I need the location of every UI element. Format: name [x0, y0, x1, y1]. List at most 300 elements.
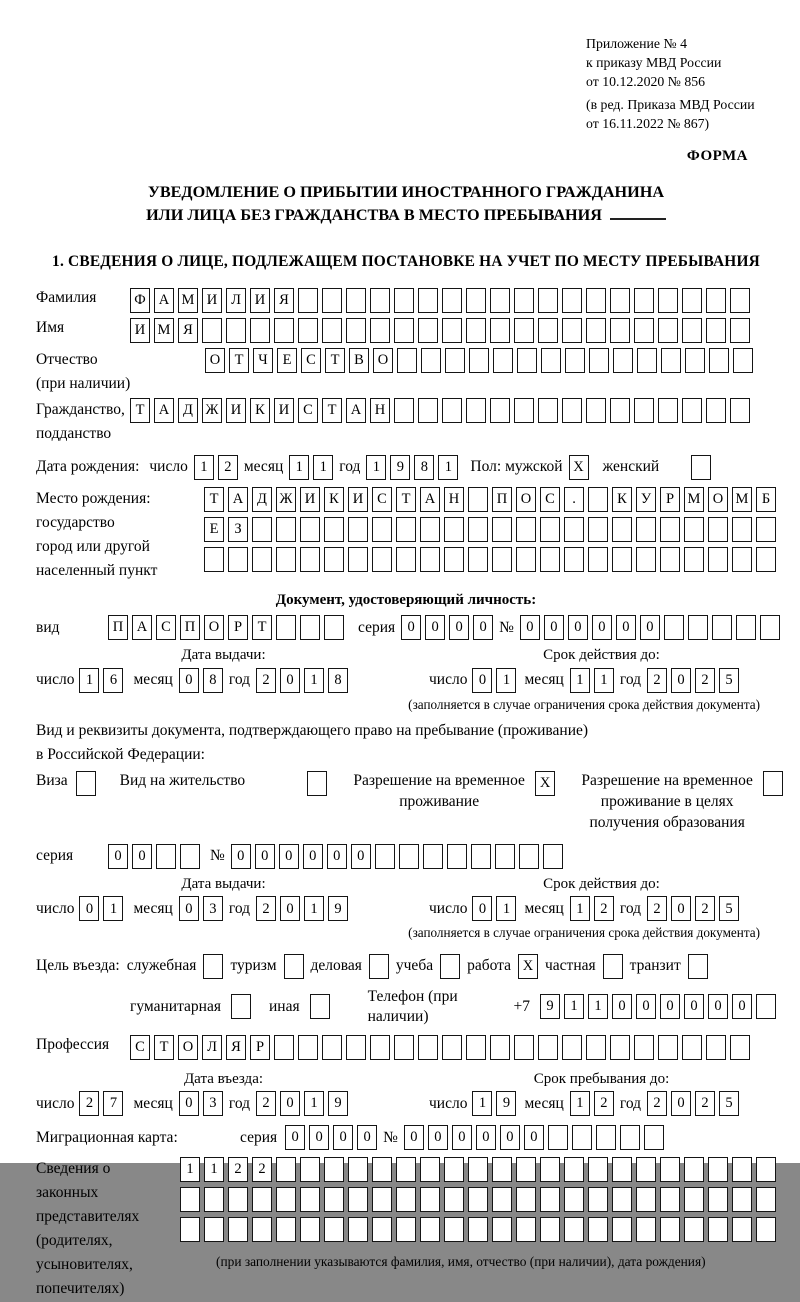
- form-cell[interactable]: И: [348, 487, 368, 512]
- form-cell[interactable]: [469, 348, 489, 373]
- form-cell[interactable]: О: [708, 487, 728, 512]
- form-cell[interactable]: [493, 348, 513, 373]
- form-cell[interactable]: [543, 844, 563, 869]
- form-cell[interactable]: 2: [594, 1091, 614, 1116]
- form-cell[interactable]: [466, 1035, 486, 1060]
- form-cell[interactable]: Л: [202, 1035, 222, 1060]
- form-cell[interactable]: 1: [570, 668, 590, 693]
- form-cell[interactable]: [399, 844, 419, 869]
- form-cell[interactable]: [756, 1187, 776, 1212]
- form-cell[interactable]: [468, 1217, 488, 1242]
- form-cell[interactable]: [688, 954, 708, 979]
- form-cell[interactable]: X: [535, 771, 555, 796]
- form-cell[interactable]: [712, 615, 732, 640]
- form-cell[interactable]: [612, 1187, 632, 1212]
- form-cell[interactable]: [76, 771, 96, 796]
- form-cell[interactable]: [420, 517, 440, 542]
- form-cell[interactable]: 0: [231, 844, 251, 869]
- form-cell[interactable]: [612, 547, 632, 572]
- form-cell[interactable]: 2: [647, 896, 667, 921]
- form-cell[interactable]: А: [420, 487, 440, 512]
- form-cell[interactable]: [644, 1125, 664, 1150]
- form-cell[interactable]: 8: [328, 668, 348, 693]
- form-cell[interactable]: 1: [194, 455, 214, 480]
- form-cell[interactable]: [490, 288, 510, 313]
- form-cell[interactable]: 0: [327, 844, 347, 869]
- form-cell[interactable]: О: [178, 1035, 198, 1060]
- form-cell[interactable]: [440, 954, 460, 979]
- form-cell[interactable]: [682, 288, 702, 313]
- form-cell[interactable]: [586, 1035, 606, 1060]
- form-cell[interactable]: [588, 487, 608, 512]
- form-cell[interactable]: 0: [500, 1125, 520, 1150]
- form-cell[interactable]: 1: [496, 896, 516, 921]
- form-cell[interactable]: [756, 547, 776, 572]
- form-cell[interactable]: 5: [719, 668, 739, 693]
- form-cell[interactable]: [370, 288, 390, 313]
- form-cell[interactable]: [324, 1157, 344, 1182]
- form-cell[interactable]: [514, 398, 534, 423]
- form-cell[interactable]: И: [202, 288, 222, 313]
- form-cell[interactable]: 2: [695, 896, 715, 921]
- form-cell[interactable]: [684, 517, 704, 542]
- form-cell[interactable]: [763, 771, 783, 796]
- form-cell[interactable]: Л: [226, 288, 246, 313]
- form-cell[interactable]: 0: [636, 994, 656, 1019]
- form-cell[interactable]: [660, 1157, 680, 1182]
- form-cell[interactable]: Е: [277, 348, 297, 373]
- form-cell[interactable]: 5: [719, 1091, 739, 1116]
- form-cell[interactable]: Т: [204, 487, 224, 512]
- form-cell[interactable]: [300, 517, 320, 542]
- form-cell[interactable]: [276, 1187, 296, 1212]
- form-cell[interactable]: [204, 547, 224, 572]
- form-cell[interactable]: [588, 1217, 608, 1242]
- form-cell[interactable]: Р: [228, 615, 248, 640]
- form-cell[interactable]: [514, 288, 534, 313]
- form-cell[interactable]: [565, 348, 585, 373]
- form-cell[interactable]: [548, 1125, 568, 1150]
- form-cell[interactable]: [468, 1157, 488, 1182]
- form-cell[interactable]: 1: [79, 668, 99, 693]
- form-cell[interactable]: [540, 1157, 560, 1182]
- form-cell[interactable]: [603, 954, 623, 979]
- form-cell[interactable]: [492, 547, 512, 572]
- form-cell[interactable]: [538, 288, 558, 313]
- form-cell[interactable]: [324, 517, 344, 542]
- form-cell[interactable]: 6: [103, 668, 123, 693]
- form-cell[interactable]: [396, 517, 416, 542]
- form-cell[interactable]: [588, 1157, 608, 1182]
- form-cell[interactable]: 1: [304, 1091, 324, 1116]
- form-cell[interactable]: [231, 994, 251, 1019]
- form-cell[interactable]: 1: [570, 896, 590, 921]
- form-cell[interactable]: [586, 288, 606, 313]
- form-cell[interactable]: [732, 1217, 752, 1242]
- form-cell[interactable]: 8: [414, 455, 434, 480]
- form-cell[interactable]: [274, 318, 294, 343]
- form-cell[interactable]: [636, 1157, 656, 1182]
- form-cell[interactable]: [307, 771, 327, 796]
- form-cell[interactable]: [538, 1035, 558, 1060]
- form-cell[interactable]: [394, 318, 414, 343]
- form-cell[interactable]: П: [492, 487, 512, 512]
- form-cell[interactable]: 0: [473, 615, 493, 640]
- form-cell[interactable]: А: [154, 288, 174, 313]
- form-cell[interactable]: 1: [366, 455, 386, 480]
- form-cell[interactable]: [541, 348, 561, 373]
- form-cell[interactable]: О: [373, 348, 393, 373]
- form-cell[interactable]: [540, 517, 560, 542]
- form-cell[interactable]: С: [298, 398, 318, 423]
- form-cell[interactable]: К: [250, 398, 270, 423]
- form-cell[interactable]: [372, 547, 392, 572]
- form-cell[interactable]: [682, 318, 702, 343]
- form-cell[interactable]: И: [226, 398, 246, 423]
- form-cell[interactable]: [610, 288, 630, 313]
- form-cell[interactable]: 1: [564, 994, 584, 1019]
- form-cell[interactable]: [322, 1035, 342, 1060]
- form-cell[interactable]: [514, 318, 534, 343]
- form-cell[interactable]: А: [154, 398, 174, 423]
- form-cell[interactable]: [444, 547, 464, 572]
- form-cell[interactable]: [684, 547, 704, 572]
- form-cell[interactable]: 0: [132, 844, 152, 869]
- form-cell[interactable]: [300, 615, 320, 640]
- form-cell[interactable]: [664, 615, 684, 640]
- form-cell[interactable]: [708, 1157, 728, 1182]
- form-cell[interactable]: З: [228, 517, 248, 542]
- form-cell[interactable]: [756, 1157, 776, 1182]
- form-cell[interactable]: [300, 1157, 320, 1182]
- form-cell[interactable]: [348, 547, 368, 572]
- form-cell[interactable]: [634, 398, 654, 423]
- form-cell[interactable]: 0: [280, 1091, 300, 1116]
- form-cell[interactable]: 0: [404, 1125, 424, 1150]
- form-cell[interactable]: [732, 547, 752, 572]
- form-cell[interactable]: М: [684, 487, 704, 512]
- form-cell[interactable]: 0: [616, 615, 636, 640]
- form-cell[interactable]: [204, 1187, 224, 1212]
- form-cell[interactable]: 0: [179, 896, 199, 921]
- form-cell[interactable]: [252, 547, 272, 572]
- form-cell[interactable]: [444, 1157, 464, 1182]
- form-cell[interactable]: [298, 318, 318, 343]
- form-cell[interactable]: [420, 1217, 440, 1242]
- form-cell[interactable]: 0: [351, 844, 371, 869]
- form-cell[interactable]: Т: [130, 398, 150, 423]
- form-cell[interactable]: [442, 318, 462, 343]
- form-cell[interactable]: 0: [285, 1125, 305, 1150]
- form-cell[interactable]: 0: [108, 844, 128, 869]
- form-cell[interactable]: [658, 1035, 678, 1060]
- form-cell[interactable]: [564, 517, 584, 542]
- form-cell[interactable]: С: [301, 348, 321, 373]
- form-cell[interactable]: М: [178, 288, 198, 313]
- form-cell[interactable]: [706, 1035, 726, 1060]
- form-cell[interactable]: Ж: [202, 398, 222, 423]
- form-cell[interactable]: [322, 318, 342, 343]
- form-cell[interactable]: 3: [203, 1091, 223, 1116]
- form-cell[interactable]: [708, 1187, 728, 1212]
- form-cell[interactable]: И: [300, 487, 320, 512]
- form-cell[interactable]: [540, 1187, 560, 1212]
- form-cell[interactable]: [156, 844, 176, 869]
- form-cell[interactable]: Ж: [276, 487, 296, 512]
- form-cell[interactable]: Ф: [130, 288, 150, 313]
- form-cell[interactable]: [466, 288, 486, 313]
- form-cell[interactable]: [586, 398, 606, 423]
- form-cell[interactable]: П: [180, 615, 200, 640]
- form-cell[interactable]: X: [518, 954, 538, 979]
- form-cell[interactable]: 8: [203, 668, 223, 693]
- form-cell[interactable]: [516, 1217, 536, 1242]
- form-cell[interactable]: [492, 1217, 512, 1242]
- form-cell[interactable]: .: [564, 487, 584, 512]
- form-cell[interactable]: [396, 1157, 416, 1182]
- form-cell[interactable]: [660, 1217, 680, 1242]
- form-cell[interactable]: 1: [304, 668, 324, 693]
- form-cell[interactable]: [730, 318, 750, 343]
- form-cell[interactable]: Д: [178, 398, 198, 423]
- form-cell[interactable]: Т: [325, 348, 345, 373]
- form-cell[interactable]: К: [612, 487, 632, 512]
- form-cell[interactable]: [660, 517, 680, 542]
- form-cell[interactable]: 0: [708, 994, 728, 1019]
- form-cell[interactable]: 0: [333, 1125, 353, 1150]
- form-cell[interactable]: 0: [520, 615, 540, 640]
- form-cell[interactable]: 0: [660, 994, 680, 1019]
- form-cell[interactable]: [658, 398, 678, 423]
- form-cell[interactable]: [298, 288, 318, 313]
- form-cell[interactable]: [492, 1187, 512, 1212]
- form-cell[interactable]: [610, 1035, 630, 1060]
- form-cell[interactable]: [637, 348, 657, 373]
- form-cell[interactable]: 1: [588, 994, 608, 1019]
- form-cell[interactable]: 3: [203, 896, 223, 921]
- form-cell[interactable]: 2: [695, 668, 715, 693]
- form-cell[interactable]: [517, 348, 537, 373]
- form-cell[interactable]: [180, 1217, 200, 1242]
- form-cell[interactable]: 2: [79, 1091, 99, 1116]
- form-cell[interactable]: И: [274, 398, 294, 423]
- form-cell[interactable]: С: [130, 1035, 150, 1060]
- form-cell[interactable]: [636, 1187, 656, 1212]
- form-cell[interactable]: [620, 1125, 640, 1150]
- form-cell[interactable]: [276, 1217, 296, 1242]
- form-cell[interactable]: [444, 1217, 464, 1242]
- form-cell[interactable]: [660, 1187, 680, 1212]
- form-cell[interactable]: Б: [756, 487, 776, 512]
- form-cell[interactable]: [420, 1157, 440, 1182]
- form-cell[interactable]: [180, 844, 200, 869]
- form-cell[interactable]: [684, 1157, 704, 1182]
- form-cell[interactable]: [444, 1187, 464, 1212]
- form-cell[interactable]: [468, 547, 488, 572]
- form-cell[interactable]: С: [372, 487, 392, 512]
- form-cell[interactable]: [252, 517, 272, 542]
- form-cell[interactable]: [468, 1187, 488, 1212]
- form-cell[interactable]: 0: [568, 615, 588, 640]
- form-cell[interactable]: 0: [357, 1125, 377, 1150]
- form-cell[interactable]: [324, 1187, 344, 1212]
- form-cell[interactable]: [226, 318, 246, 343]
- form-cell[interactable]: 0: [449, 615, 469, 640]
- form-cell[interactable]: [612, 1157, 632, 1182]
- form-cell[interactable]: [658, 288, 678, 313]
- form-cell[interactable]: [421, 348, 441, 373]
- form-cell[interactable]: 0: [612, 994, 632, 1019]
- form-cell[interactable]: [684, 1217, 704, 1242]
- form-cell[interactable]: [613, 348, 633, 373]
- form-cell[interactable]: Р: [250, 1035, 270, 1060]
- form-cell[interactable]: [298, 1035, 318, 1060]
- form-cell[interactable]: [274, 1035, 294, 1060]
- form-cell[interactable]: 1: [103, 896, 123, 921]
- form-cell[interactable]: [370, 318, 390, 343]
- form-cell[interactable]: [348, 1187, 368, 1212]
- form-cell[interactable]: [300, 1187, 320, 1212]
- form-cell[interactable]: [756, 1217, 776, 1242]
- form-cell[interactable]: [691, 455, 711, 480]
- form-cell[interactable]: [706, 318, 726, 343]
- form-cell[interactable]: [442, 288, 462, 313]
- form-cell[interactable]: [396, 547, 416, 572]
- form-cell[interactable]: 2: [647, 1091, 667, 1116]
- form-cell[interactable]: [706, 398, 726, 423]
- form-cell[interactable]: [372, 1187, 392, 1212]
- form-cell[interactable]: [447, 844, 467, 869]
- form-cell[interactable]: [375, 844, 395, 869]
- form-cell[interactable]: [732, 1187, 752, 1212]
- form-cell[interactable]: 0: [452, 1125, 472, 1150]
- form-cell[interactable]: Т: [229, 348, 249, 373]
- form-cell[interactable]: И: [130, 318, 150, 343]
- form-cell[interactable]: [709, 348, 729, 373]
- form-cell[interactable]: [588, 547, 608, 572]
- form-cell[interactable]: [300, 547, 320, 572]
- form-cell[interactable]: [396, 1217, 416, 1242]
- form-cell[interactable]: А: [132, 615, 152, 640]
- form-cell[interactable]: 1: [472, 1091, 492, 1116]
- form-cell[interactable]: К: [324, 487, 344, 512]
- form-cell[interactable]: 9: [390, 455, 410, 480]
- form-cell[interactable]: 1: [289, 455, 309, 480]
- form-cell[interactable]: [369, 954, 389, 979]
- form-cell[interactable]: 0: [592, 615, 612, 640]
- form-cell[interactable]: [516, 1187, 536, 1212]
- form-cell[interactable]: [180, 1187, 200, 1212]
- form-cell[interactable]: 1: [180, 1157, 200, 1182]
- form-cell[interactable]: [397, 348, 417, 373]
- form-cell[interactable]: [588, 517, 608, 542]
- form-cell[interactable]: [588, 1187, 608, 1212]
- form-cell[interactable]: 2: [256, 896, 276, 921]
- form-cell[interactable]: [466, 398, 486, 423]
- form-cell[interactable]: [730, 288, 750, 313]
- form-cell[interactable]: А: [228, 487, 248, 512]
- form-cell[interactable]: [562, 398, 582, 423]
- form-cell[interactable]: [756, 994, 776, 1019]
- form-cell[interactable]: [418, 288, 438, 313]
- form-cell[interactable]: О: [516, 487, 536, 512]
- form-cell[interactable]: [495, 844, 515, 869]
- form-cell[interactable]: [471, 844, 491, 869]
- form-cell[interactable]: [519, 844, 539, 869]
- form-cell[interactable]: [708, 1217, 728, 1242]
- form-cell[interactable]: 0: [524, 1125, 544, 1150]
- form-cell[interactable]: 0: [640, 615, 660, 640]
- form-cell[interactable]: 2: [647, 668, 667, 693]
- form-cell[interactable]: [516, 517, 536, 542]
- form-cell[interactable]: [706, 288, 726, 313]
- form-cell[interactable]: [310, 994, 330, 1019]
- form-cell[interactable]: [730, 1035, 750, 1060]
- form-cell[interactable]: [634, 288, 654, 313]
- form-cell[interactable]: [346, 1035, 366, 1060]
- form-cell[interactable]: [372, 1217, 392, 1242]
- form-cell[interactable]: [589, 348, 609, 373]
- form-cell[interactable]: [634, 1035, 654, 1060]
- form-cell[interactable]: [442, 398, 462, 423]
- form-cell[interactable]: [492, 517, 512, 542]
- form-cell[interactable]: 2: [252, 1157, 272, 1182]
- form-cell[interactable]: [760, 615, 780, 640]
- form-cell[interactable]: Т: [252, 615, 272, 640]
- form-cell[interactable]: 2: [218, 455, 238, 480]
- form-cell[interactable]: О: [204, 615, 224, 640]
- form-cell[interactable]: [418, 398, 438, 423]
- form-cell[interactable]: Н: [370, 398, 390, 423]
- form-cell[interactable]: Ч: [253, 348, 273, 373]
- form-cell[interactable]: Р: [660, 487, 680, 512]
- form-cell[interactable]: 0: [425, 615, 445, 640]
- form-cell[interactable]: [228, 1217, 248, 1242]
- form-cell[interactable]: [516, 547, 536, 572]
- form-cell[interactable]: [346, 288, 366, 313]
- form-cell[interactable]: [490, 1035, 510, 1060]
- form-cell[interactable]: [612, 1217, 632, 1242]
- form-cell[interactable]: 7: [103, 1091, 123, 1116]
- form-cell[interactable]: [276, 615, 296, 640]
- form-cell[interactable]: [346, 318, 366, 343]
- form-cell[interactable]: О: [205, 348, 225, 373]
- form-cell[interactable]: [420, 1187, 440, 1212]
- form-cell[interactable]: 1: [594, 668, 614, 693]
- form-cell[interactable]: 2: [695, 1091, 715, 1116]
- form-cell[interactable]: У: [636, 487, 656, 512]
- form-cell[interactable]: 1: [304, 896, 324, 921]
- form-cell[interactable]: 2: [256, 1091, 276, 1116]
- form-cell[interactable]: [564, 1187, 584, 1212]
- form-cell[interactable]: Д: [252, 487, 272, 512]
- form-cell[interactable]: 0: [544, 615, 564, 640]
- form-cell[interactable]: 0: [401, 615, 421, 640]
- form-cell[interactable]: [516, 1157, 536, 1182]
- form-cell[interactable]: 9: [328, 896, 348, 921]
- form-cell[interactable]: 0: [280, 896, 300, 921]
- form-cell[interactable]: [685, 348, 705, 373]
- form-cell[interactable]: Т: [322, 398, 342, 423]
- form-cell[interactable]: М: [154, 318, 174, 343]
- form-cell[interactable]: [423, 844, 443, 869]
- form-cell[interactable]: [372, 1157, 392, 1182]
- form-cell[interactable]: [418, 1035, 438, 1060]
- form-cell[interactable]: 1: [438, 455, 458, 480]
- form-cell[interactable]: 9: [540, 994, 560, 1019]
- form-cell[interactable]: [442, 1035, 462, 1060]
- form-cell[interactable]: [372, 517, 392, 542]
